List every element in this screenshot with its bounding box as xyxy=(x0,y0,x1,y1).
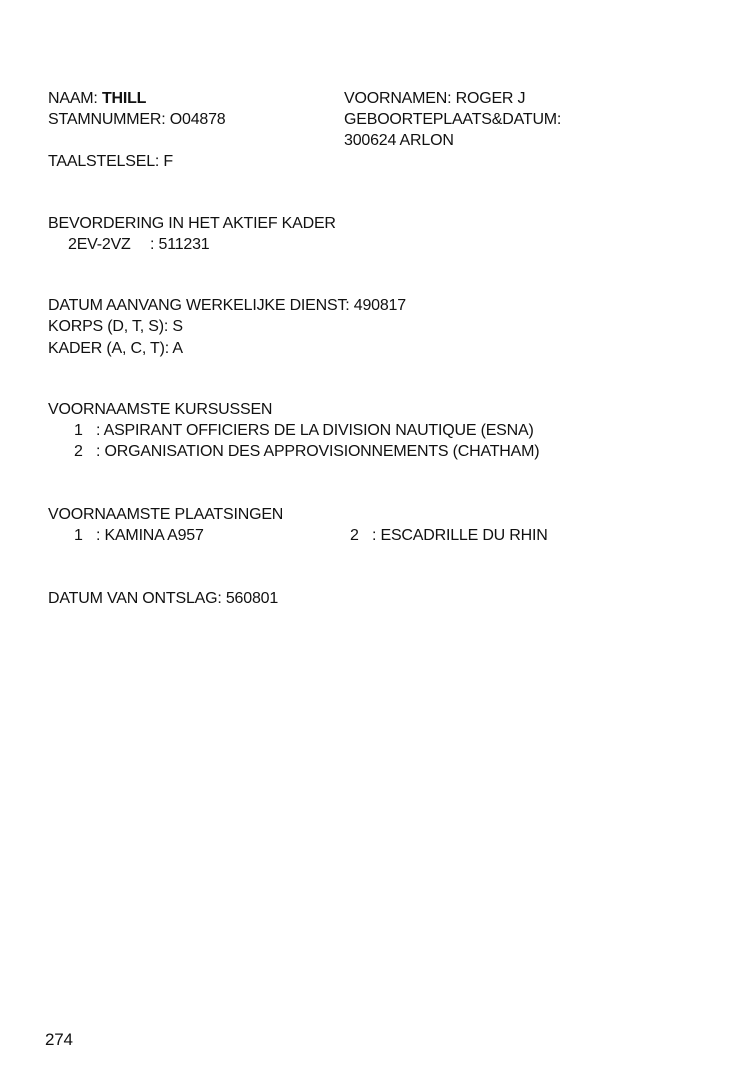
kursussen-title: VOORNAAMSTE KURSUSSEN xyxy=(48,401,273,418)
kursus-text: : ORGANISATION DES APPROVISIONNEMENTS (CHATHAM) xyxy=(96,443,540,460)
taalstelsel-value: F xyxy=(163,153,173,170)
taalstelsel-line xyxy=(48,152,173,172)
taalstelsel-label: TAALSTELSEL: xyxy=(48,153,160,170)
voornamen-line xyxy=(344,89,525,109)
aanvang-dienst: DATUM AANVANG WERKELIJKE DIENST: 490817 xyxy=(48,297,406,314)
stamnummer-line xyxy=(48,110,226,130)
kursus-number: 1 xyxy=(74,422,83,439)
plaatsing-text: : ESCADRILLE DU RHIN xyxy=(372,527,548,544)
name-line xyxy=(48,89,146,109)
kursus-item xyxy=(74,442,539,462)
ontslag-date: DATUM VAN ONTSLAG: 560801 xyxy=(48,590,279,607)
plaatsing-item xyxy=(350,526,548,546)
page-number: 274 xyxy=(45,1030,73,1049)
bevordering-rank: 2EV-2VZ xyxy=(68,236,131,253)
name-value: THILL xyxy=(101,90,147,107)
plaatsing-number: 1 xyxy=(74,527,83,544)
geboorte-label: GEBOORTEPLAATS&DATUM: xyxy=(344,111,562,128)
voornamen-label: VOORNAMEN: xyxy=(344,90,452,107)
voornamen-value: ROGER J xyxy=(455,90,526,107)
kursus-text: : ASPIRANT OFFICIERS DE LA DIVISION NAUTIQUE (ESNA) xyxy=(96,422,534,439)
kursus-item xyxy=(74,421,534,441)
plaatsing-text: : KAMINA A957 xyxy=(96,527,204,544)
kader: KADER (A, C, T): A xyxy=(48,340,183,357)
geboorte-value: 300624 ARLON xyxy=(344,132,454,149)
plaatsingen-title: VOORNAAMSTE PLAATSINGEN xyxy=(48,506,284,523)
plaatsing-number: 2 xyxy=(350,527,359,544)
stamnummer-label: STAMNUMMER: xyxy=(48,111,166,128)
bevordering-title: BEVORDERING IN HET AKTIEF KADER xyxy=(48,215,336,232)
name-label: NAAM: xyxy=(48,90,98,107)
bevordering-row xyxy=(68,235,210,255)
plaatsing-item xyxy=(74,526,204,546)
kursus-number: 2 xyxy=(74,443,83,460)
stamnummer-value: O04878 xyxy=(169,111,226,128)
bevordering-date: : 511231 xyxy=(150,236,210,253)
korps: KORPS (D, T, S): S xyxy=(48,318,183,335)
